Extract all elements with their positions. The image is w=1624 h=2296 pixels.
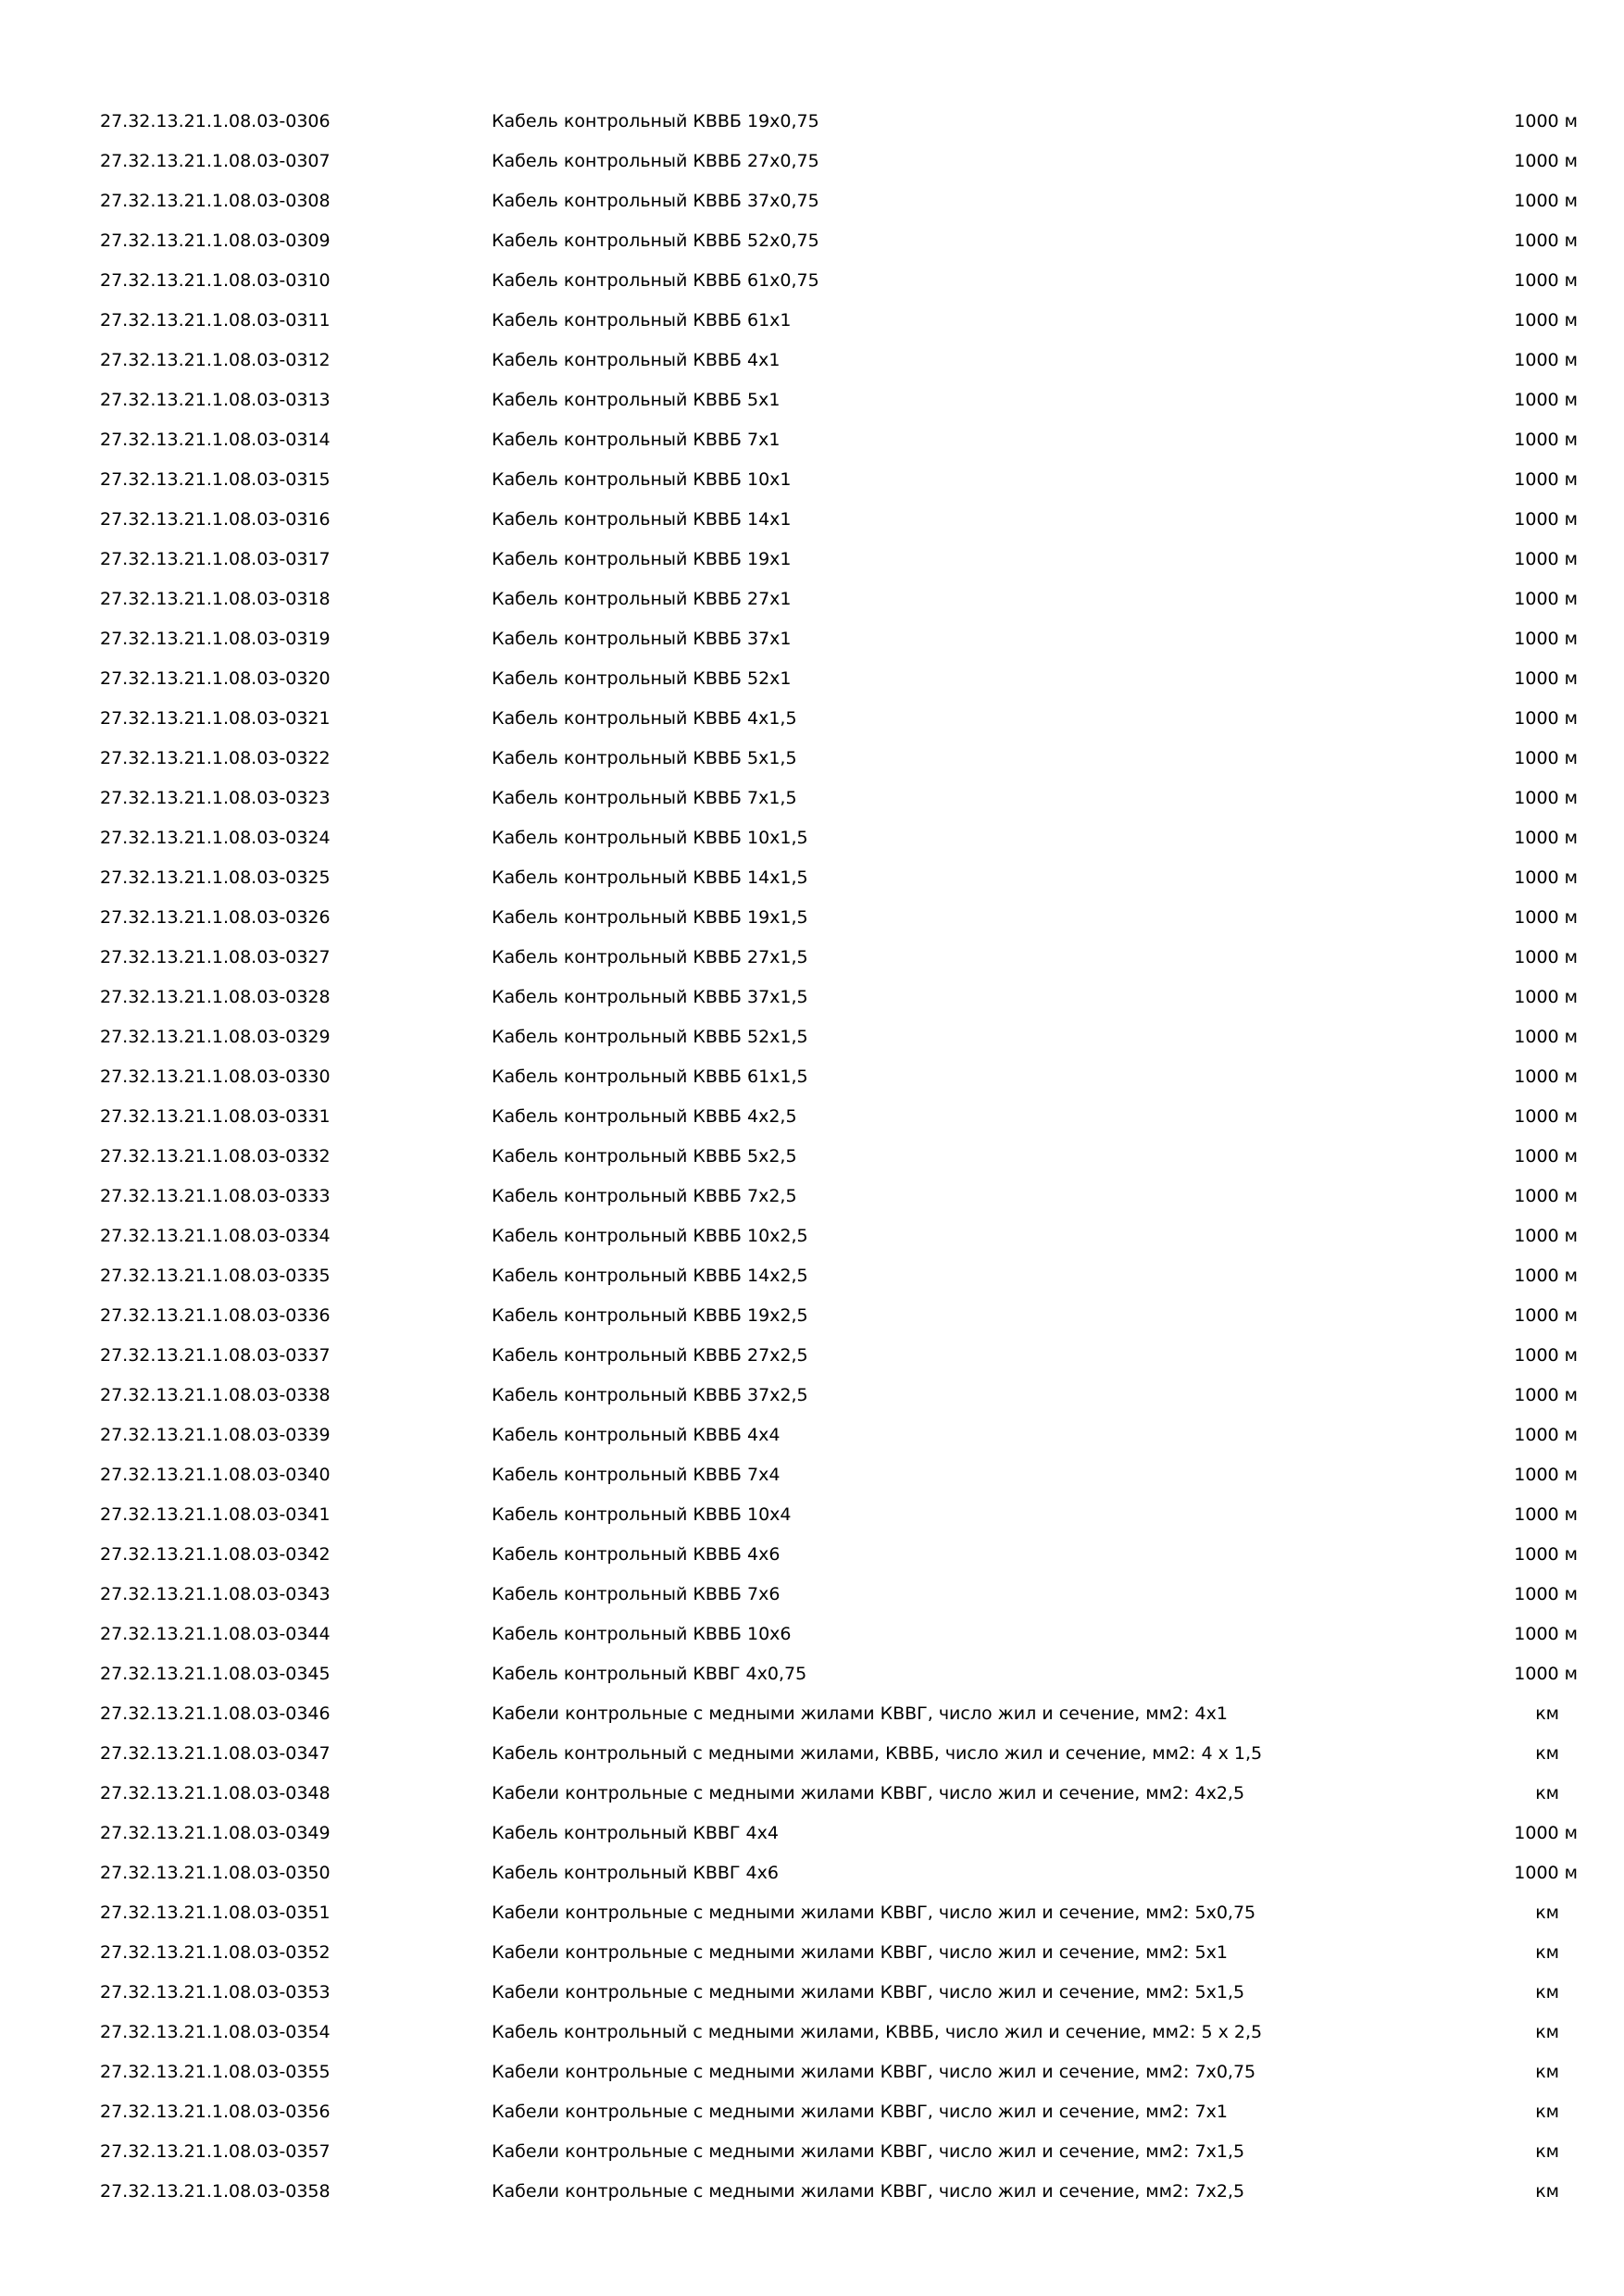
table-row bbox=[0, 2172, 1624, 2212]
item-code: 27.32.13.21.1.08.03-0338 bbox=[100, 1385, 331, 1405]
item-unit: 1000 м bbox=[1514, 1823, 1578, 1843]
item-code: 27.32.13.21.1.08.03-0327 bbox=[100, 947, 331, 967]
item-unit: 1000 м bbox=[1514, 191, 1578, 211]
item-code: 27.32.13.21.1.08.03-0343 bbox=[100, 1584, 331, 1604]
item-name: Кабель контрольный КВВБ 37х1,5 bbox=[492, 987, 808, 1007]
item-unit: км bbox=[1535, 2102, 1559, 2122]
item-name: Кабели контрольные с медными жилами КВВГ, число жил и сечение, мм2: 4х1 bbox=[492, 1703, 1228, 1724]
item-name: Кабель контрольный КВВБ 10х1,5 bbox=[492, 828, 808, 848]
table-row bbox=[0, 1495, 1624, 1535]
item-code: 27.32.13.21.1.08.03-0357 bbox=[100, 2141, 331, 2162]
item-name: Кабель контрольный КВВБ 7х2,5 bbox=[492, 1186, 797, 1206]
item-code: 27.32.13.21.1.08.03-0308 bbox=[100, 191, 331, 211]
item-unit: 1000 м bbox=[1514, 469, 1578, 490]
table-row bbox=[0, 1973, 1624, 2013]
item-code: 27.32.13.21.1.08.03-0329 bbox=[100, 1027, 331, 1047]
item-code: 27.32.13.21.1.08.03-0319 bbox=[100, 629, 331, 649]
item-code: 27.32.13.21.1.08.03-0341 bbox=[100, 1504, 331, 1525]
item-unit: 1000 м bbox=[1514, 1863, 1578, 1883]
table-row bbox=[0, 1416, 1624, 1455]
table-row bbox=[0, 818, 1624, 858]
item-unit: 1000 м bbox=[1514, 1584, 1578, 1604]
item-name: Кабель контрольный КВВБ 7х4 bbox=[492, 1465, 781, 1485]
item-name: Кабель контрольный КВВБ 10х1 bbox=[492, 469, 792, 490]
item-code: 27.32.13.21.1.08.03-0335 bbox=[100, 1266, 331, 1286]
item-unit: 1000 м bbox=[1514, 1624, 1578, 1644]
table-row bbox=[0, 1336, 1624, 1376]
item-code: 27.32.13.21.1.08.03-0307 bbox=[100, 151, 331, 171]
item-unit: 1000 м bbox=[1514, 907, 1578, 928]
table-row bbox=[0, 1455, 1624, 1495]
item-code: 27.32.13.21.1.08.03-0344 bbox=[100, 1624, 331, 1644]
item-name: Кабель контрольный КВВБ 4х4 bbox=[492, 1425, 781, 1445]
table-row bbox=[0, 142, 1624, 181]
item-unit: 1000 м bbox=[1514, 1226, 1578, 1246]
table-row bbox=[0, 1734, 1624, 1774]
item-code: 27.32.13.21.1.08.03-0306 bbox=[100, 111, 331, 131]
item-name: Кабель контрольный КВВБ 4х1,5 bbox=[492, 708, 797, 729]
item-unit: км bbox=[1535, 1783, 1559, 1803]
item-unit: 1000 м bbox=[1514, 430, 1578, 450]
table-row bbox=[0, 2013, 1624, 2053]
item-unit: 1000 м bbox=[1514, 828, 1578, 848]
item-code: 27.32.13.21.1.08.03-0340 bbox=[100, 1465, 331, 1485]
item-name: Кабель контрольный КВВБ 10х6 bbox=[492, 1624, 792, 1644]
table-row bbox=[0, 261, 1624, 301]
table-row bbox=[0, 1774, 1624, 1814]
table-row bbox=[0, 978, 1624, 1017]
item-code: 27.32.13.21.1.08.03-0347 bbox=[100, 1743, 331, 1764]
item-name: Кабели контрольные с медными жилами КВВГ, число жил и сечение, мм2: 7х2,5 bbox=[492, 2181, 1245, 2202]
item-name: Кабель контрольный КВВБ 7х1,5 bbox=[492, 788, 797, 808]
item-unit: 1000 м bbox=[1514, 748, 1578, 768]
item-code: 27.32.13.21.1.08.03-0326 bbox=[100, 907, 331, 928]
table-row bbox=[0, 659, 1624, 699]
item-code: 27.32.13.21.1.08.03-0348 bbox=[100, 1783, 331, 1803]
item-name: Кабели контрольные с медными жилами КВВГ, число жил и сечение, мм2: 7х1 bbox=[492, 2102, 1228, 2122]
item-code: 27.32.13.21.1.08.03-0311 bbox=[100, 310, 331, 331]
table-row bbox=[0, 1535, 1624, 1575]
item-unit: 1000 м bbox=[1514, 788, 1578, 808]
table-row bbox=[0, 1654, 1624, 1694]
item-unit: 1000 м bbox=[1514, 668, 1578, 689]
item-unit: 1000 м bbox=[1514, 589, 1578, 609]
item-code: 27.32.13.21.1.08.03-0321 bbox=[100, 708, 331, 729]
item-name: Кабель контрольный КВВБ 19х0,75 bbox=[492, 111, 819, 131]
item-name: Кабель контрольный КВВБ 19х1,5 bbox=[492, 907, 808, 928]
table-row bbox=[0, 221, 1624, 261]
item-code: 27.32.13.21.1.08.03-0325 bbox=[100, 867, 331, 888]
table-row bbox=[0, 1217, 1624, 1256]
table-row bbox=[0, 1615, 1624, 1654]
item-unit: 1000 м bbox=[1514, 151, 1578, 171]
item-unit: 1000 м bbox=[1514, 350, 1578, 370]
item-unit: 1000 м bbox=[1514, 987, 1578, 1007]
item-name: Кабель контрольный КВВБ 37х1 bbox=[492, 629, 792, 649]
item-code: 27.32.13.21.1.08.03-0352 bbox=[100, 1942, 331, 1963]
item-name: Кабель контрольный КВВГ 4х6 bbox=[492, 1863, 779, 1883]
item-code: 27.32.13.21.1.08.03-0337 bbox=[100, 1345, 331, 1366]
item-unit: 1000 м bbox=[1514, 1385, 1578, 1405]
item-code: 27.32.13.21.1.08.03-0333 bbox=[100, 1186, 331, 1206]
item-code: 27.32.13.21.1.08.03-0336 bbox=[100, 1305, 331, 1326]
item-name: Кабель контрольный КВВБ 4х6 bbox=[492, 1544, 781, 1565]
item-unit: 1000 м bbox=[1514, 1544, 1578, 1565]
item-code: 27.32.13.21.1.08.03-0356 bbox=[100, 2102, 331, 2122]
table-row bbox=[0, 2053, 1624, 2092]
item-name: Кабель контрольный КВВБ 5х1 bbox=[492, 390, 781, 410]
table-row bbox=[0, 460, 1624, 500]
item-unit: 1000 м bbox=[1514, 1425, 1578, 1445]
item-unit: 1000 м bbox=[1514, 867, 1578, 888]
item-name: Кабели контрольные с медными жилами КВВГ, число жил и сечение, мм2: 5х1 bbox=[492, 1942, 1228, 1963]
item-code: 27.32.13.21.1.08.03-0328 bbox=[100, 987, 331, 1007]
item-code: 27.32.13.21.1.08.03-0353 bbox=[100, 1982, 331, 2003]
table-row bbox=[0, 699, 1624, 739]
item-code: 27.32.13.21.1.08.03-0313 bbox=[100, 390, 331, 410]
item-unit: 1000 м bbox=[1514, 708, 1578, 729]
item-code: 27.32.13.21.1.08.03-0323 bbox=[100, 788, 331, 808]
item-code: 27.32.13.21.1.08.03-0310 bbox=[100, 270, 331, 291]
item-name: Кабель контрольный КВВБ 27х2,5 bbox=[492, 1345, 808, 1366]
item-unit: 1000 м bbox=[1514, 1067, 1578, 1087]
item-unit: 1000 м bbox=[1514, 111, 1578, 131]
table-row bbox=[0, 779, 1624, 818]
table-row bbox=[0, 500, 1624, 540]
table-row bbox=[0, 1177, 1624, 1217]
table-row bbox=[0, 619, 1624, 659]
price-list-table bbox=[0, 102, 1624, 2212]
item-name: Кабель контрольный КВВБ 14х1 bbox=[492, 509, 792, 530]
item-name: Кабель контрольный КВВБ 61х1,5 bbox=[492, 1067, 808, 1087]
item-unit: км bbox=[1535, 1903, 1559, 1923]
item-code: 27.32.13.21.1.08.03-0322 bbox=[100, 748, 331, 768]
item-name: Кабель контрольный КВВБ 10х2,5 bbox=[492, 1226, 808, 1246]
item-name: Кабель контрольный КВВБ 14х1,5 bbox=[492, 867, 808, 888]
item-code: 27.32.13.21.1.08.03-0324 bbox=[100, 828, 331, 848]
item-name: Кабель контрольный КВВБ 61х0,75 bbox=[492, 270, 819, 291]
item-name: Кабель контрольный КВВБ 37х2,5 bbox=[492, 1385, 808, 1405]
table-row bbox=[0, 1296, 1624, 1336]
item-unit: 1000 м bbox=[1514, 509, 1578, 530]
item-name: Кабель контрольный КВВБ 61х1 bbox=[492, 310, 792, 331]
table-row bbox=[0, 739, 1624, 779]
item-unit: км bbox=[1535, 1942, 1559, 1963]
item-name: Кабель контрольный КВВБ 52х1 bbox=[492, 668, 792, 689]
item-code: 27.32.13.21.1.08.03-0346 bbox=[100, 1703, 331, 1724]
item-code: 27.32.13.21.1.08.03-0339 bbox=[100, 1425, 331, 1445]
table-row bbox=[0, 1853, 1624, 1893]
item-unit: км bbox=[1535, 2062, 1559, 2082]
item-code: 27.32.13.21.1.08.03-0316 bbox=[100, 509, 331, 530]
item-name: Кабель контрольный с медными жилами, КВВБ, число жил и сечение, мм2: 4 х 1,5 bbox=[492, 1743, 1263, 1764]
item-name: Кабель контрольный КВВБ 37х0,75 bbox=[492, 191, 819, 211]
item-unit: км bbox=[1535, 2181, 1559, 2202]
item-unit: 1000 м bbox=[1514, 947, 1578, 967]
item-unit: 1000 м bbox=[1514, 549, 1578, 569]
item-code: 27.32.13.21.1.08.03-0351 bbox=[100, 1903, 331, 1923]
item-unit: 1000 м bbox=[1514, 1106, 1578, 1127]
item-unit: 1000 м bbox=[1514, 1186, 1578, 1206]
item-unit: 1000 м bbox=[1514, 1266, 1578, 1286]
table-row bbox=[0, 301, 1624, 341]
table-row bbox=[0, 1376, 1624, 1416]
item-name: Кабели контрольные с медными жилами КВВГ, число жил и сечение, мм2: 7х1,5 bbox=[492, 2141, 1245, 2162]
item-code: 27.32.13.21.1.08.03-0355 bbox=[100, 2062, 331, 2082]
item-name: Кабель контрольный КВВБ 4х1 bbox=[492, 350, 781, 370]
item-name: Кабель контрольный КВВБ 27х0,75 bbox=[492, 151, 819, 171]
table-row bbox=[0, 1893, 1624, 1933]
table-row bbox=[0, 898, 1624, 938]
item-code: 27.32.13.21.1.08.03-0358 bbox=[100, 2181, 331, 2202]
item-unit: 1000 м bbox=[1514, 1027, 1578, 1047]
item-name: Кабели контрольные с медными жилами КВВГ, число жил и сечение, мм2: 7х0,75 bbox=[492, 2062, 1256, 2082]
item-code: 27.32.13.21.1.08.03-0334 bbox=[100, 1226, 331, 1246]
item-name: Кабели контрольные с медными жилами КВВГ, число жил и сечение, мм2: 5х0,75 bbox=[492, 1903, 1256, 1923]
table-row bbox=[0, 1575, 1624, 1615]
item-code: 27.32.13.21.1.08.03-0320 bbox=[100, 668, 331, 689]
table-row bbox=[0, 1814, 1624, 1853]
item-code: 27.32.13.21.1.08.03-0345 bbox=[100, 1664, 331, 1684]
item-code: 27.32.13.21.1.08.03-0315 bbox=[100, 469, 331, 490]
table-row bbox=[0, 1097, 1624, 1137]
item-name: Кабель контрольный КВВБ 4х2,5 bbox=[492, 1106, 797, 1127]
item-unit: 1000 м bbox=[1514, 1504, 1578, 1525]
table-row bbox=[0, 1933, 1624, 1973]
table-row bbox=[0, 341, 1624, 381]
item-unit: 1000 м bbox=[1514, 1345, 1578, 1366]
table-row bbox=[0, 102, 1624, 142]
item-unit: 1000 м bbox=[1514, 629, 1578, 649]
table-row bbox=[0, 381, 1624, 420]
item-unit: 1000 м bbox=[1514, 1465, 1578, 1485]
item-name: Кабель контрольный КВВБ 52х0,75 bbox=[492, 231, 819, 251]
item-name: Кабель контрольный КВВБ 7х1 bbox=[492, 430, 781, 450]
table-row bbox=[0, 1137, 1624, 1177]
item-unit: км bbox=[1535, 2022, 1559, 2042]
item-code: 27.32.13.21.1.08.03-0330 bbox=[100, 1067, 331, 1087]
table-row bbox=[0, 2132, 1624, 2172]
item-name: Кабель контрольный КВВБ 19х2,5 bbox=[492, 1305, 808, 1326]
item-unit: 1000 м bbox=[1514, 270, 1578, 291]
item-unit: 1000 м bbox=[1514, 231, 1578, 251]
table-row bbox=[0, 1057, 1624, 1097]
item-name: Кабель контрольный КВВБ 10х4 bbox=[492, 1504, 792, 1525]
table-row bbox=[0, 580, 1624, 619]
item-code: 27.32.13.21.1.08.03-0312 bbox=[100, 350, 331, 370]
item-name: Кабель контрольный КВВБ 5х2,5 bbox=[492, 1146, 797, 1167]
item-code: 27.32.13.21.1.08.03-0350 bbox=[100, 1863, 331, 1883]
item-unit: 1000 м bbox=[1514, 1146, 1578, 1167]
item-code: 27.32.13.21.1.08.03-0309 bbox=[100, 231, 331, 251]
table-row bbox=[0, 540, 1624, 580]
item-unit: км bbox=[1535, 2141, 1559, 2162]
item-name: Кабель контрольный КВВБ 52х1,5 bbox=[492, 1027, 808, 1047]
item-name: Кабель контрольный КВВБ 19х1 bbox=[492, 549, 792, 569]
item-name: Кабель контрольный КВВБ 7х6 bbox=[492, 1584, 781, 1604]
table-row bbox=[0, 181, 1624, 221]
item-name: Кабель контрольный с медными жилами, КВВБ, число жил и сечение, мм2: 5 х 2,5 bbox=[492, 2022, 1263, 2042]
item-unit: км bbox=[1535, 1982, 1559, 2003]
item-code: 27.32.13.21.1.08.03-0342 bbox=[100, 1544, 331, 1565]
item-unit: 1000 м bbox=[1514, 1305, 1578, 1326]
item-name: Кабель контрольный КВВБ 5х1,5 bbox=[492, 748, 797, 768]
table-row bbox=[0, 1256, 1624, 1296]
table-row bbox=[0, 1017, 1624, 1057]
item-unit: 1000 м bbox=[1514, 1664, 1578, 1684]
item-name: Кабель контрольный КВВБ 14х2,5 bbox=[492, 1266, 808, 1286]
item-code: 27.32.13.21.1.08.03-0318 bbox=[100, 589, 331, 609]
table-row bbox=[0, 938, 1624, 978]
item-code: 27.32.13.21.1.08.03-0354 bbox=[100, 2022, 331, 2042]
item-code: 27.32.13.21.1.08.03-0331 bbox=[100, 1106, 331, 1127]
item-unit: 1000 м bbox=[1514, 310, 1578, 331]
table-row bbox=[0, 858, 1624, 898]
item-unit: 1000 м bbox=[1514, 390, 1578, 410]
item-unit: км bbox=[1535, 1743, 1559, 1764]
item-name: Кабель контрольный КВВГ 4х4 bbox=[492, 1823, 779, 1843]
item-unit: км bbox=[1535, 1703, 1559, 1724]
item-name: Кабель контрольный КВВБ 27х1 bbox=[492, 589, 792, 609]
table-row bbox=[0, 2092, 1624, 2132]
item-name: Кабели контрольные с медными жилами КВВГ, число жил и сечение, мм2: 4х2,5 bbox=[492, 1783, 1245, 1803]
item-code: 27.32.13.21.1.08.03-0332 bbox=[100, 1146, 331, 1167]
table-row bbox=[0, 420, 1624, 460]
item-name: Кабель контрольный КВВБ 27х1,5 bbox=[492, 947, 808, 967]
item-name: Кабель контрольный КВВГ 4х0,75 bbox=[492, 1664, 807, 1684]
item-code: 27.32.13.21.1.08.03-0314 bbox=[100, 430, 331, 450]
item-code: 27.32.13.21.1.08.03-0349 bbox=[100, 1823, 331, 1843]
item-name: Кабели контрольные с медными жилами КВВГ, число жил и сечение, мм2: 5х1,5 bbox=[492, 1982, 1245, 2003]
item-code: 27.32.13.21.1.08.03-0317 bbox=[100, 549, 331, 569]
table-row bbox=[0, 1694, 1624, 1734]
